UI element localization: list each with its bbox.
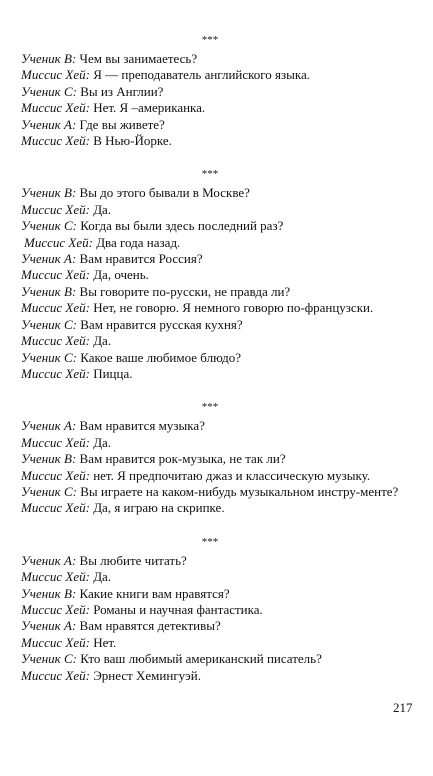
line-text: Я — преподаватель английского языка. (93, 67, 311, 83)
speaker-label: Ученик А: (21, 552, 77, 568)
speaker-label: Миссис Хей: (21, 201, 90, 217)
section-separator: *** (201, 168, 219, 181)
section-separator: *** (201, 34, 219, 46)
speaker-label: Миссис Хей: (24, 234, 93, 250)
line-text: Вы играете на каком-нибудь музыкальном инстру-менте? (80, 483, 399, 499)
line-text: Вы любите читать? (79, 552, 187, 568)
line-text: Нет. Я –американка. (93, 100, 206, 116)
dialogue-line (21, 651, 399, 667)
line-text: Да. (93, 434, 112, 450)
line-text: Вы из Англии? (80, 83, 164, 99)
line-text: Какие книги вам нравятся? (79, 585, 230, 601)
dialogue-page (21, 32, 399, 684)
line-text: Да. (93, 569, 112, 585)
line-text: Вы до этого бывали в Москве? (79, 185, 250, 201)
dialogue-line (21, 251, 399, 267)
dialogue-line (21, 84, 399, 100)
dialogue-line (21, 67, 399, 83)
line-text: Романы и научная фантастика. (93, 601, 263, 617)
speaker-label: Ученик А: (21, 116, 77, 132)
speaker-label: Миссис Хей: (21, 300, 90, 316)
speaker-label: Миссис Хей: (21, 267, 90, 283)
speaker-label: Миссис Хей: (21, 365, 90, 381)
dialogue-line (21, 218, 399, 234)
line-text: Да, я играю на скрипке. (93, 500, 225, 516)
speaker-label: Миссис Хей: (21, 434, 90, 450)
speaker-label: Миссис Хей: (21, 100, 90, 116)
dialogue-line (21, 333, 399, 349)
dialogue-line (21, 202, 399, 218)
speaker-label: Ученик С: (21, 651, 77, 667)
line-text: Кто ваш любимый американский писатель? (80, 651, 322, 667)
speaker-label: Миссис Хей: (21, 333, 90, 349)
line-text: Нет, не говорю. Я немного говорю по-французски. (93, 300, 374, 316)
dialogue-line (21, 668, 399, 684)
dialogue-line (21, 435, 399, 451)
speaker-label: Миссис Хей: (21, 569, 90, 585)
dialogue-line (21, 350, 399, 366)
line-text: Эрнест Хемингуэй. (93, 667, 201, 683)
speaker-label: Миссис Хей: (21, 467, 90, 483)
dialogue-line (21, 418, 399, 434)
dialogue-line (21, 366, 399, 382)
dialogue-line (21, 51, 399, 67)
speaker-label: Ученик В: (21, 51, 77, 66)
line-text: Вам нравится музыка? (79, 418, 205, 434)
speaker-label: Ученик В: (21, 451, 77, 467)
line-text: Вам нравится Россия? (79, 251, 203, 267)
speaker-label: Миссис Хей: (21, 500, 90, 516)
line-text: Нет. (93, 634, 117, 650)
speaker-label: Миссис Хей: (21, 67, 90, 83)
speaker-label: Ученик А: (21, 251, 77, 267)
dialogue-line (21, 468, 399, 484)
speaker-label: Ученик С: (21, 349, 77, 365)
dialogue-line (21, 185, 399, 201)
line-text: Пицца. (93, 365, 133, 381)
line-text: Вам нравится рок-музыка, не так ли? (79, 451, 286, 467)
dialogue-line (21, 235, 399, 251)
line-text: Да. (93, 333, 112, 349)
dialogue-line (21, 602, 399, 618)
dialogue-line (21, 500, 399, 516)
speaker-label: Ученик В: (21, 185, 77, 201)
line-text: нет. Я предпочитаю джаз и классическую музыку. (93, 467, 371, 483)
page-number: 217 (393, 700, 413, 715)
speaker-label: Миссис Хей: (21, 601, 90, 617)
line-text: В Нью-Йорке. (93, 133, 172, 149)
line-text: Вам нравятся детективы? (79, 618, 221, 634)
speaker-label: Миссис Хей: (21, 634, 90, 650)
dialogue-line (21, 133, 399, 149)
speaker-label: Ученик С: (21, 218, 77, 234)
line-text: Чем вы занимаетесь? (79, 51, 198, 66)
line-text: Да, очень. (93, 267, 149, 283)
speaker-label: Ученик С: (21, 83, 77, 99)
section-separator: *** (201, 401, 219, 414)
line-text: Да. (93, 201, 112, 217)
speaker-label: Ученик А: (21, 418, 77, 434)
dialogue-line (21, 100, 399, 116)
line-text: Вы говорите по-русски, не правда ли? (79, 283, 291, 299)
dialogue-line (21, 484, 399, 500)
dialogue-line (21, 284, 399, 300)
dialogue-line (21, 317, 399, 333)
speaker-label: Ученик В: (21, 283, 77, 299)
dialogue-line (21, 586, 399, 602)
line-text: Когда вы были здесь последний раз? (80, 218, 284, 234)
speaker-label: Ученик В: (21, 585, 77, 601)
dialogue-line (21, 451, 399, 467)
speaker-label: Ученик А: (21, 618, 77, 634)
line-text: Какое ваше любимое блюдо? (80, 349, 242, 365)
line-text: Вам нравится русская кухня? (80, 316, 243, 332)
line-text: Где вы живете? (79, 116, 165, 132)
speaker-label: Ученик С: (21, 483, 77, 499)
dialogue-line (21, 300, 399, 316)
line-text: Два года назад. (96, 234, 181, 250)
speaker-label: Миссис Хей: (21, 133, 90, 149)
dialogue-line (21, 117, 399, 133)
speaker-label: Миссис Хей: (21, 667, 90, 683)
section-separator: *** (201, 535, 219, 548)
speaker-label: Ученик С: (21, 316, 77, 332)
dialogue-line (21, 569, 399, 585)
dialogue-line (21, 618, 399, 634)
dialogue-line (21, 635, 399, 651)
dialogue-line (21, 553, 399, 569)
dialogue-line (21, 267, 399, 283)
